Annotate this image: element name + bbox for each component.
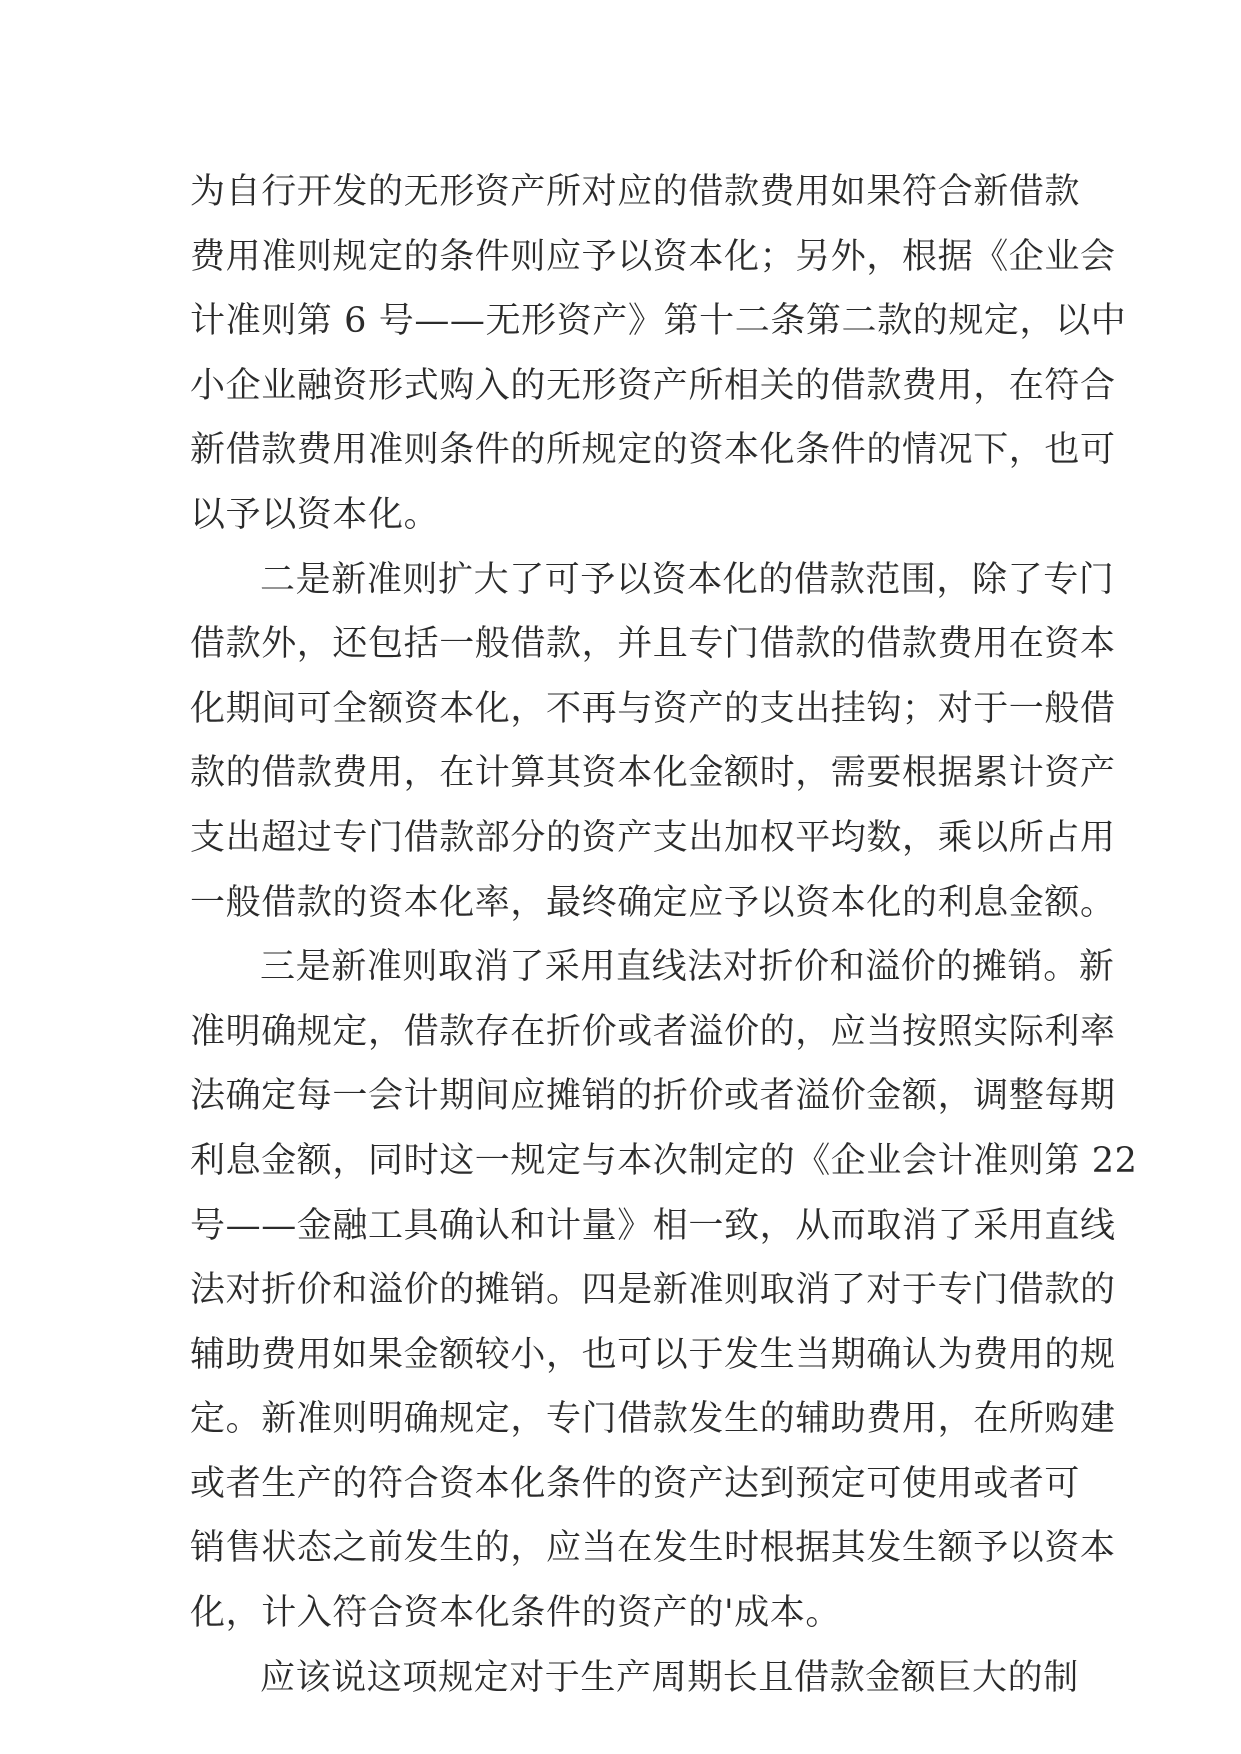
text-line: 小企业融资形式购入的无形资产所相关的借款费用，在符合: [190, 365, 1116, 406]
text-line: 借款外，还包括一般借款，并且专门借款的借款费用在资本: [190, 624, 1116, 665]
text-line: 销售状态之前发生的，应当在发生时根据其发生额予以资本: [190, 1528, 1116, 1569]
paragraph-start-line: 三是新准则取消了采用直线法对折价和溢价的摊销。新: [260, 947, 1115, 988]
text-line: 计准则第 6 号——无形资产》第十二条第二款的规定，以中: [190, 301, 1127, 342]
text-line: 或者生产的符合资本化条件的资产达到预定可使用或者可: [190, 1463, 1081, 1504]
text-line: 款的借款费用，在计算其资本化金额时，需要根据累计资产: [190, 753, 1116, 794]
text-line: 利息金额，同时这一规定与本次制定的《企业会计准则第 22: [190, 1140, 1138, 1181]
text-line: 辅助费用如果金额较小，也可以于发生当期确认为费用的规: [190, 1334, 1116, 1375]
document-body: [190, 160, 1138, 1710]
text-line: 费用准则规定的条件则应予以资本化；另外，根据《企业会: [190, 236, 1116, 277]
text-line: 以予以资本化。: [190, 494, 440, 535]
text-line: 为自行开发的无形资产所对应的借款费用如果符合新借款: [190, 172, 1081, 212]
text-line: 法对折价和溢价的摊销。四是新准则取消了对于专门借款的: [190, 1270, 1116, 1311]
text-line: 化期间可全额资本化，不再与资产的支出挂钩；对于一般借: [190, 688, 1116, 729]
paragraph-start-line: 应该说这项规定对于生产周期长且借款金额巨大的制: [260, 1657, 1079, 1698]
text-line: 新借款费用准则条件的所规定的资本化条件的情况下，也可: [190, 430, 1116, 471]
text-line: 支出超过专门借款部分的资产支出加权平均数，乘以所占用: [190, 817, 1116, 858]
text-line: 定。新准则明确规定，专门借款发生的辅助费用，在所购建: [190, 1399, 1116, 1440]
text-line: 准明确规定，借款存在折价或者溢价的，应当按照实际利率: [190, 1011, 1116, 1052]
paragraph-start-line: 二是新准则扩大了可予以资本化的借款范围，除了专门: [260, 559, 1115, 600]
text-line: 号——金融工具确认和计量》相一致，从而取消了采用直线: [190, 1205, 1116, 1246]
text-line: 一般借款的资本化率，最终确定应予以资本化的利息金额。: [190, 882, 1116, 923]
text-line: 化，计入符合资本化条件的资产的'成本。: [190, 1593, 842, 1634]
text-line: 法确定每一会计期间应摊销的折价或者溢价金额，调整每期: [190, 1076, 1116, 1117]
